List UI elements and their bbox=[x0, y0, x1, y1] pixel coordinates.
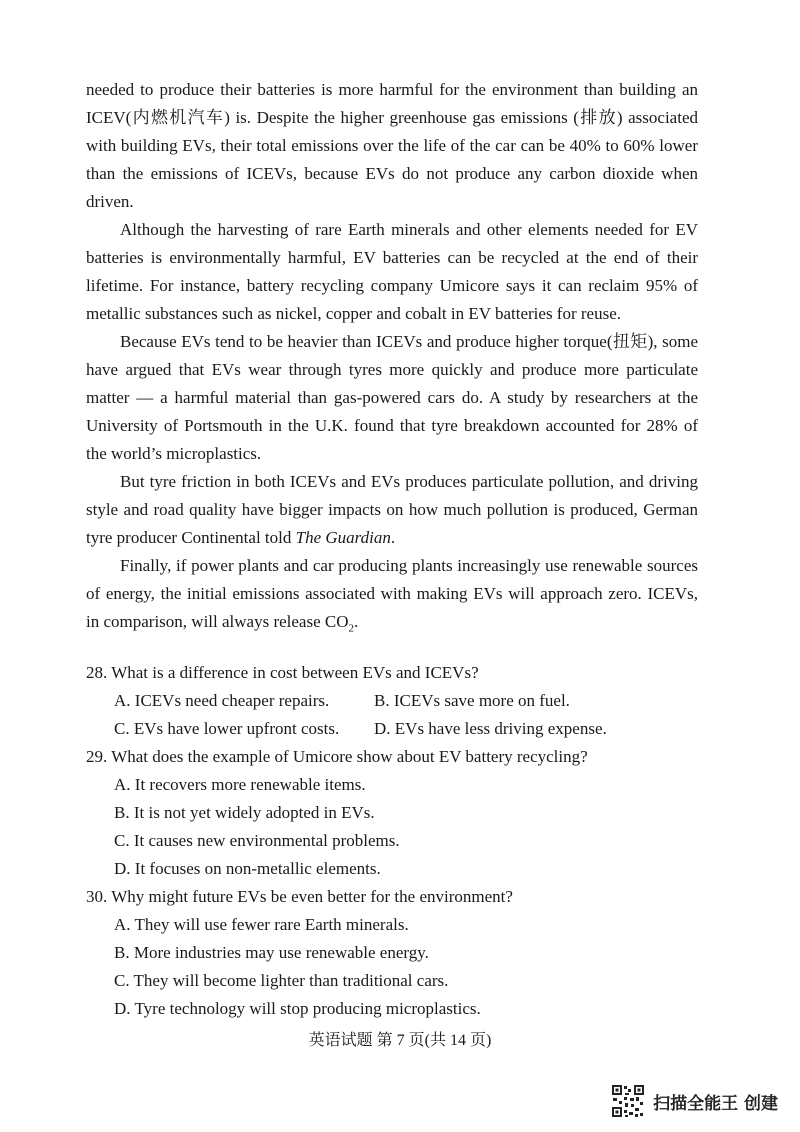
option-a: A. ICEVs need cheaper repairs. bbox=[114, 691, 330, 710]
option-b: B. It is not yet widely adopted in EVs. bbox=[114, 803, 375, 822]
option-row bbox=[114, 687, 698, 715]
question-30 bbox=[86, 883, 698, 1023]
passage-paragraph-3: Because EVs tend to be heavier than ICEVs and produce higher torque(扭矩), some have argued that EVs wear through tyres more quickly and produce more particulate matter — a harmful material than gas-powered cars do. A study by researchers at the University of Portsmouth in the U.K. found that tyre breakdown accounted for 28% of the world’s microplastics. bbox=[86, 332, 698, 463]
watermark-text: 扫描全能王 创建 bbox=[653, 1093, 778, 1114]
question-stem: 30. Why might future EVs be even better for the environment? bbox=[86, 887, 513, 906]
option-d: D. EVs have less driving expense. bbox=[374, 719, 607, 738]
option-c: C. They will become lighter than traditional cars. bbox=[114, 971, 449, 990]
co2-subscript: 2 bbox=[348, 622, 354, 635]
option-d: D. Tyre technology will stop producing microplastics. bbox=[114, 999, 481, 1018]
paragraph-4-text: But tyre friction in both ICEVs and EVs produces particulate pollution, and driving style and road quality have bigger impacts on how much pollution is produced, German tyre producer Continental told bbox=[86, 472, 698, 547]
question-list bbox=[86, 659, 698, 1023]
passage-paragraph-1: needed to produce their batteries is more harmful for the environment than building an ICEV(内燃机汽车) is. Despite the higher greenhouse gas emissions (排放) associated with building EVs, their total emissions over the life of the car can be 40% to 60% lower than the emissions of ICEVs, because EVs do not produce any carbon dioxide when driven. bbox=[86, 80, 698, 211]
scanner-watermark bbox=[611, 1084, 778, 1118]
passage-paragraph-2: Although the harvesting of rare Earth minerals and other elements needed for EV batteries is environmentally harmful, EV batteries can be recycled at the end of their lifetime. For instance, battery recycling company Umicore says it can reclaim 95% of metallic substances such as nickel, copper and cobalt in EV batteries for reuse. bbox=[86, 220, 698, 323]
paragraph-5-end: . bbox=[354, 612, 359, 631]
page-footer: 英语试题 第 7 页(共 14 页) bbox=[308, 1032, 492, 1049]
passage-paragraph-4 bbox=[86, 468, 698, 552]
option-row bbox=[114, 715, 698, 743]
paragraph-5-text: Finally, if power plants and car producing plants increasingly use renewable sources of energy, the initial emissions associated with making EVs will approach zero. ICEVs, in comparison, will always release CO bbox=[86, 556, 698, 631]
paragraph-4-end: . bbox=[390, 528, 396, 547]
option-a: A. It recovers more renewable items. bbox=[114, 775, 366, 794]
reading-passage bbox=[86, 76, 698, 642]
option-a: A. They will use fewer rare Earth minerals. bbox=[114, 915, 409, 934]
question-28 bbox=[86, 659, 698, 743]
option-c: C. It causes new environmental problems. bbox=[114, 831, 400, 850]
newspaper-title: The Guardian bbox=[295, 528, 391, 547]
question-29 bbox=[86, 743, 698, 883]
option-d: D. It focuses on non-metallic elements. bbox=[114, 859, 381, 878]
qr-code-icon bbox=[611, 1084, 645, 1118]
option-b: B. ICEVs save more on fuel. bbox=[374, 691, 570, 710]
option-c: C. EVs have lower upfront costs. bbox=[114, 719, 340, 738]
question-stem: 28. What is a difference in cost between EVs and ICEVs? bbox=[86, 663, 479, 682]
passage-paragraph-5 bbox=[86, 552, 698, 642]
question-stem: 29. What does the example of Umicore show about EV battery recycling? bbox=[86, 747, 588, 766]
option-b: B. More industries may use renewable energy. bbox=[114, 943, 429, 962]
